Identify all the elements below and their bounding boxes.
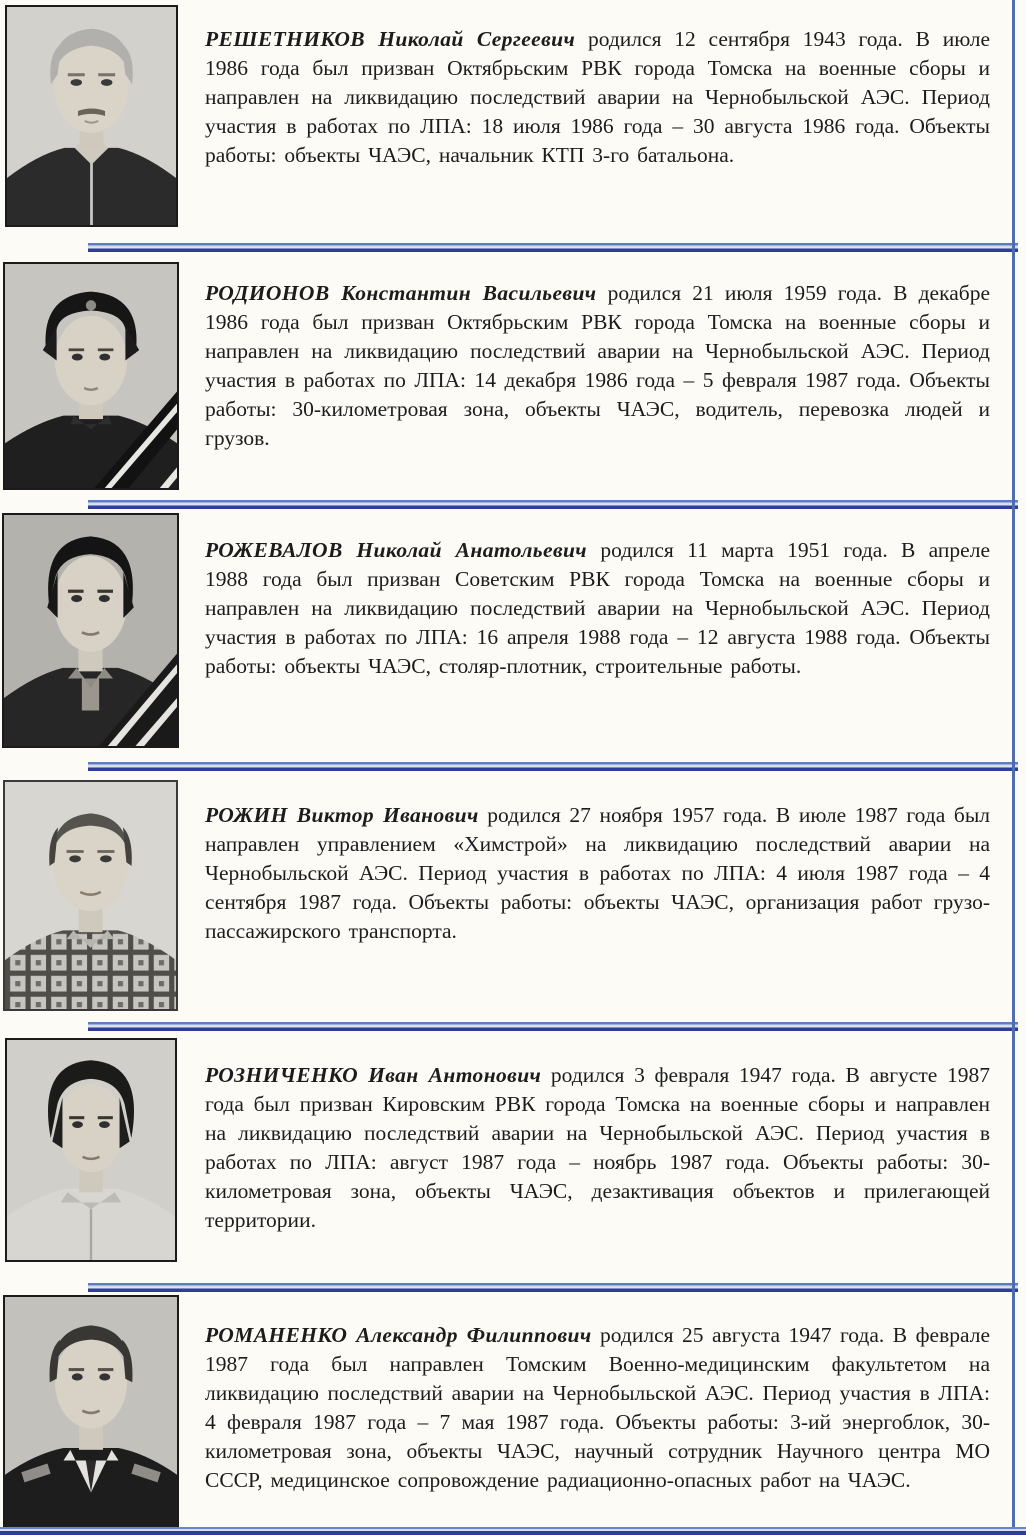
bio-paragraph [205,1061,990,1235]
bio-paragraph [205,25,990,170]
portrait-photo [3,780,178,1011]
portrait-illustration [5,782,176,1009]
liquidator-entry-rozhin [0,771,1026,1022]
person-name: РОЖИН Виктор Иванович [205,803,479,827]
bio-paragraph [205,536,990,681]
portrait-photo [2,513,179,748]
liquidator-entry-rozhevalov [0,509,1026,762]
bio-text: родился 25 августа 1947 года. В феврале 1987 года был направлен Томским Военно-медицинским факультетом на ликвидацию последствий аварии на Чернобыльской АЭС. Период участия в ЛПА: 4 февраля 1987 года – 7 мая 1987 года. Объекты работы: 3-ий энергоблок, 30-километровая зона, объекты ЧАЭС, научный сотрудник Научного центра МО СССР, медицинское сопровождение радиационно-опасных работ на ЧАЭС. [205,1323,991,1492]
portrait-illustration [7,1040,175,1260]
bio-text: родился 3 февраля 1947 года. В августе 1987 года был призван Кировским РВК города Томска на военные сборы и направлен на ликвидацию последствий аварии на Чернобыльской АЭС. Период участия в работах по ЛПА: август 1987 года – ноябрь 1987 года. Объекты работы: 30-километровая зона, объекты ЧАЭС, дезактивация объектов и прилегающей территории. [205,1063,990,1232]
page-bottom-rule [0,1527,1026,1535]
bio-paragraph [205,279,990,453]
bio-text: родился 27 ноября 1957 года. В июле 1987 года был направлен управлением «Химстрой» на ликвидацию последствий аварии на Чернобыльской АЭС. Период участия в работах по ЛПА: 4 июля 1987 года – 4 сентября 1987 года. Объекты работы: объекты ЧАЭС, организация работ грузо-пассажирского транспорта. [205,803,990,943]
bio-text: родился 21 июля 1959 года. В декабре 1986 года был призван Октябрьским РВК города Томска на военные сборы и направлен на ликвидацию последствий аварии на Чернобыльской АЭС. Период участия в работах по ЛПА: 14 декабря 1986 года – 5 февраля 1987 года. Объекты работы: 30-километровая зона, объекты ЧАЭС, водитель, перевозка людей и грузов. [205,281,990,450]
person-name: РОМАНЕНКО Александр Филиппович [205,1323,592,1347]
bio-paragraph [205,801,990,946]
portrait-photo [3,1295,179,1530]
portrait-illustration [4,515,177,746]
liquidator-entry-reshetnikov [0,0,1026,243]
divider-line [88,243,1018,252]
portrait-photo [5,5,178,227]
bio-paragraph [205,1321,990,1495]
divider-line [88,762,1018,771]
liquidator-entry-romanenko [0,1292,1026,1527]
divider-line [88,1022,1018,1031]
portrait-photo [5,1038,177,1262]
bio-text: родился 11 марта 1951 года. В апреле 1988 года был призван Советским РВК города Томска на военные сборы и направлен на ликвидацию последствий аварии на Чернобыльской АЭС. Период участия в работах по ЛПА: 16 апреля 1988 года – 12 августа 1988 года. Объекты работы: объекты ЧАЭС, столяр-плотник, строительные работы. [205,538,990,678]
page-frame-right-border [1012,0,1015,1535]
bio-text: родился 12 сентября 1943 года. В июле 1986 года был призван Октябрьским РВК города Томска на военные сборы и направлен на ликвидацию последствий аварии на Чернобыльской АЭС. Период участия в работах по ЛПА: 18 июля 1986 года – 30 августа 1986 года. Объекты работы: объекты ЧАЭС, начальник КТП 3-го батальона. [205,27,991,167]
person-name: РОЗНИЧЕНКО Иван Антонович [205,1063,542,1087]
divider-line [88,1283,1018,1292]
portrait-photo [3,262,179,490]
person-name: РОЖЕВАЛОВ Николай Анатольевич [205,538,587,562]
liquidator-entry-roznichenko [0,1031,1026,1283]
liquidator-entry-rodionov [0,252,1026,500]
person-name: РОДИОНОВ Константин Васильевич [205,281,597,305]
portrait-illustration [7,7,176,225]
person-name: РЕШЕТНИКОВ Николай Сергеевич [205,27,576,51]
portrait-illustration [5,1297,177,1528]
portrait-illustration [5,264,177,488]
divider-line [88,500,1018,509]
